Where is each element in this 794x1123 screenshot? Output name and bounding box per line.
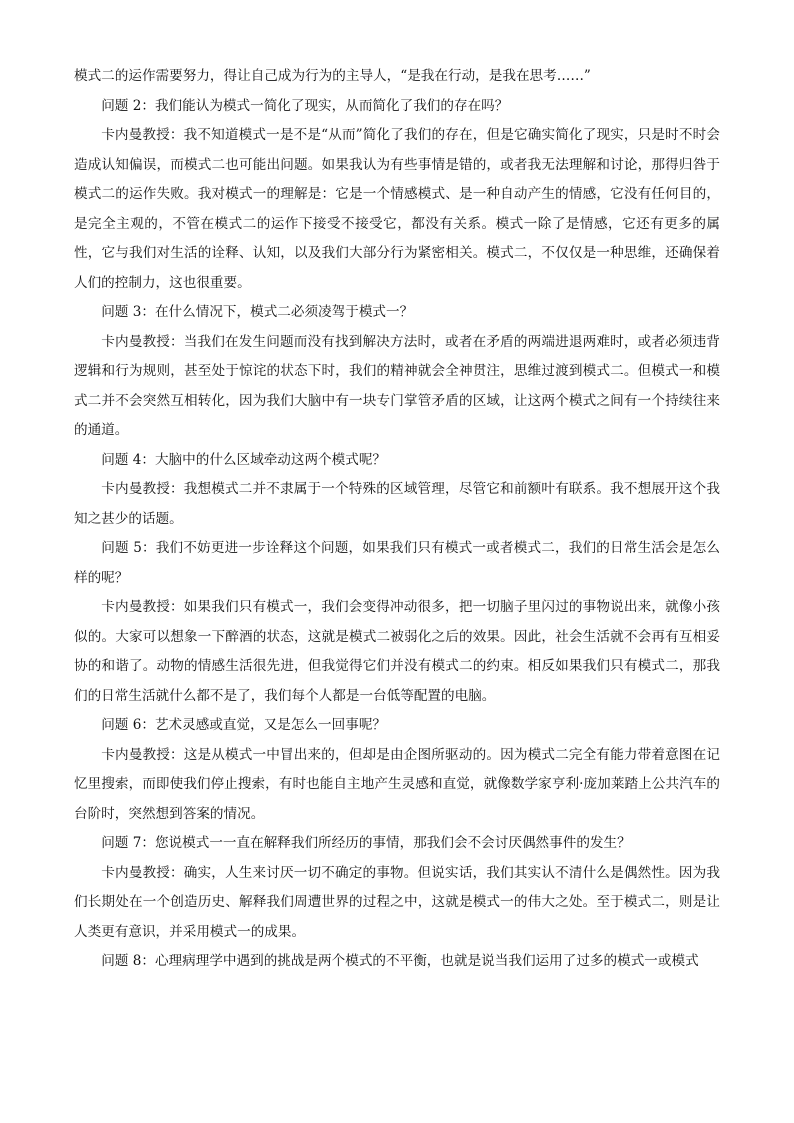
- answer-4: 卡内曼教授：我想模式二并不隶属于一个特殊的区域管理，尽管它和前额叶有联系。我不想展开这个我知之甚少的话题。: [74, 481, 720, 527]
- answer-2: 卡内曼教授：我不知道模式一是不是“从而”简化了我们的存在，但是它确实简化了现实，只是时不时会造成认知偏误，而模式二也可能出问题。如果我认为有些事情是错的，或者我无法理解和讨论，那得归咎于模式二的运作失败。我对模式一的理解是：它是一个情感模式、是一种自动产生的情感，它没有任何目的，是完全主观的，不管在模式二的运作下接受不接受它，都没有关系。模式一除了是情感，它还有更多的属性，它与我们对生活的诠释、认知，以及我们大部分行为紧密相关。模式二，不仅仅是一种思维，还确保着人们的控制力，这也很重要。: [74, 127, 720, 291]
- document-body: [74, 62, 720, 977]
- answer-5: 卡内曼教授：如果我们只有模式一，我们会变得冲动很多，把一切脑子里闪过的事物说出来，就像小孩似的。大家可以想象一下醉酒的状态，这就是模式二被弱化之后的效果。因此，社会生活就不会再有互相妥协的和谐了。动物的情感生活很先进，但我觉得它们并没有模式二的约束。相反如果我们只有模式二，那我们的日常生活就什么都不是了，我们每个人都是一台低等配置的电脑。: [74, 599, 720, 704]
- question-2: 问题 2：我们能认为模式一简化了现实，从而简化了我们的存在吗？: [101, 97, 509, 114]
- question-6: 问题 6：艺术灵感或直觉，又是怎么一回事呢？: [101, 717, 387, 733]
- question-7: 问题 7：您说模式一一直在解释我们所经历的事情，那我们会不会讨厌偶然事件的发生？: [101, 835, 631, 851]
- answer-6: 卡内曼教授：这是从模式一中冒出来的，但却是由企图所驱动的。因为模式二完全有能力带着意图在记忆里搜索，而即使我们停止搜索，有时也能自主地产生灵感和直觉，就像数学家亨利·庞加莱踏上公共汽车的台阶时，突然想到答案的情况。: [74, 746, 720, 822]
- answer-7: 卡内曼教授：确实，人生来讨厌一切不确定的事物。但说实话，我们其实认不清什么是偶然性。因为我们长期处在一个创造历史、解释我们周遭世界的过程之中，这就是模式一的伟大之处。至于模式二，则是让人类更有意识，并采用模式一的成果。: [74, 864, 720, 940]
- answer-3: 卡内曼教授：当我们在发生问题而没有找到解决方法时，或者在矛盾的两端进退两难时，或者必须违背逻辑和行为规则，甚至处于惊诧的状态下时，我们的精神就会全神贯注，思维过渡到模式二。但模式一和模式二并不会突然互相转化，因为我们大脑中有一块专门掌管矛盾的区域，让这两个模式之间有一个持续往来的通道。: [74, 333, 720, 438]
- question-8: 问题 8：心理病理学中遇到的挑战是两个模式的不平衡，也就是说当我们运用了过多的模式一或模式: [101, 953, 699, 969]
- paragraph-continuation: 模式二的运作需要努力，得让自己成为行为的主导人，“是我在行动，是我在思考……”: [74, 68, 591, 84]
- question-3: 问题 3：在什么情况下，模式二必须凌驾于模式一？: [101, 304, 414, 320]
- question-4: 问题 4：大脑中的什么区域牵动这两个模式呢？: [101, 451, 387, 468]
- question-5: 问题 5：我们不妨更进一步诠释这个问题，如果我们只有模式一或者模式二，我们的日常生活会是怎么样的呢？: [74, 540, 720, 586]
